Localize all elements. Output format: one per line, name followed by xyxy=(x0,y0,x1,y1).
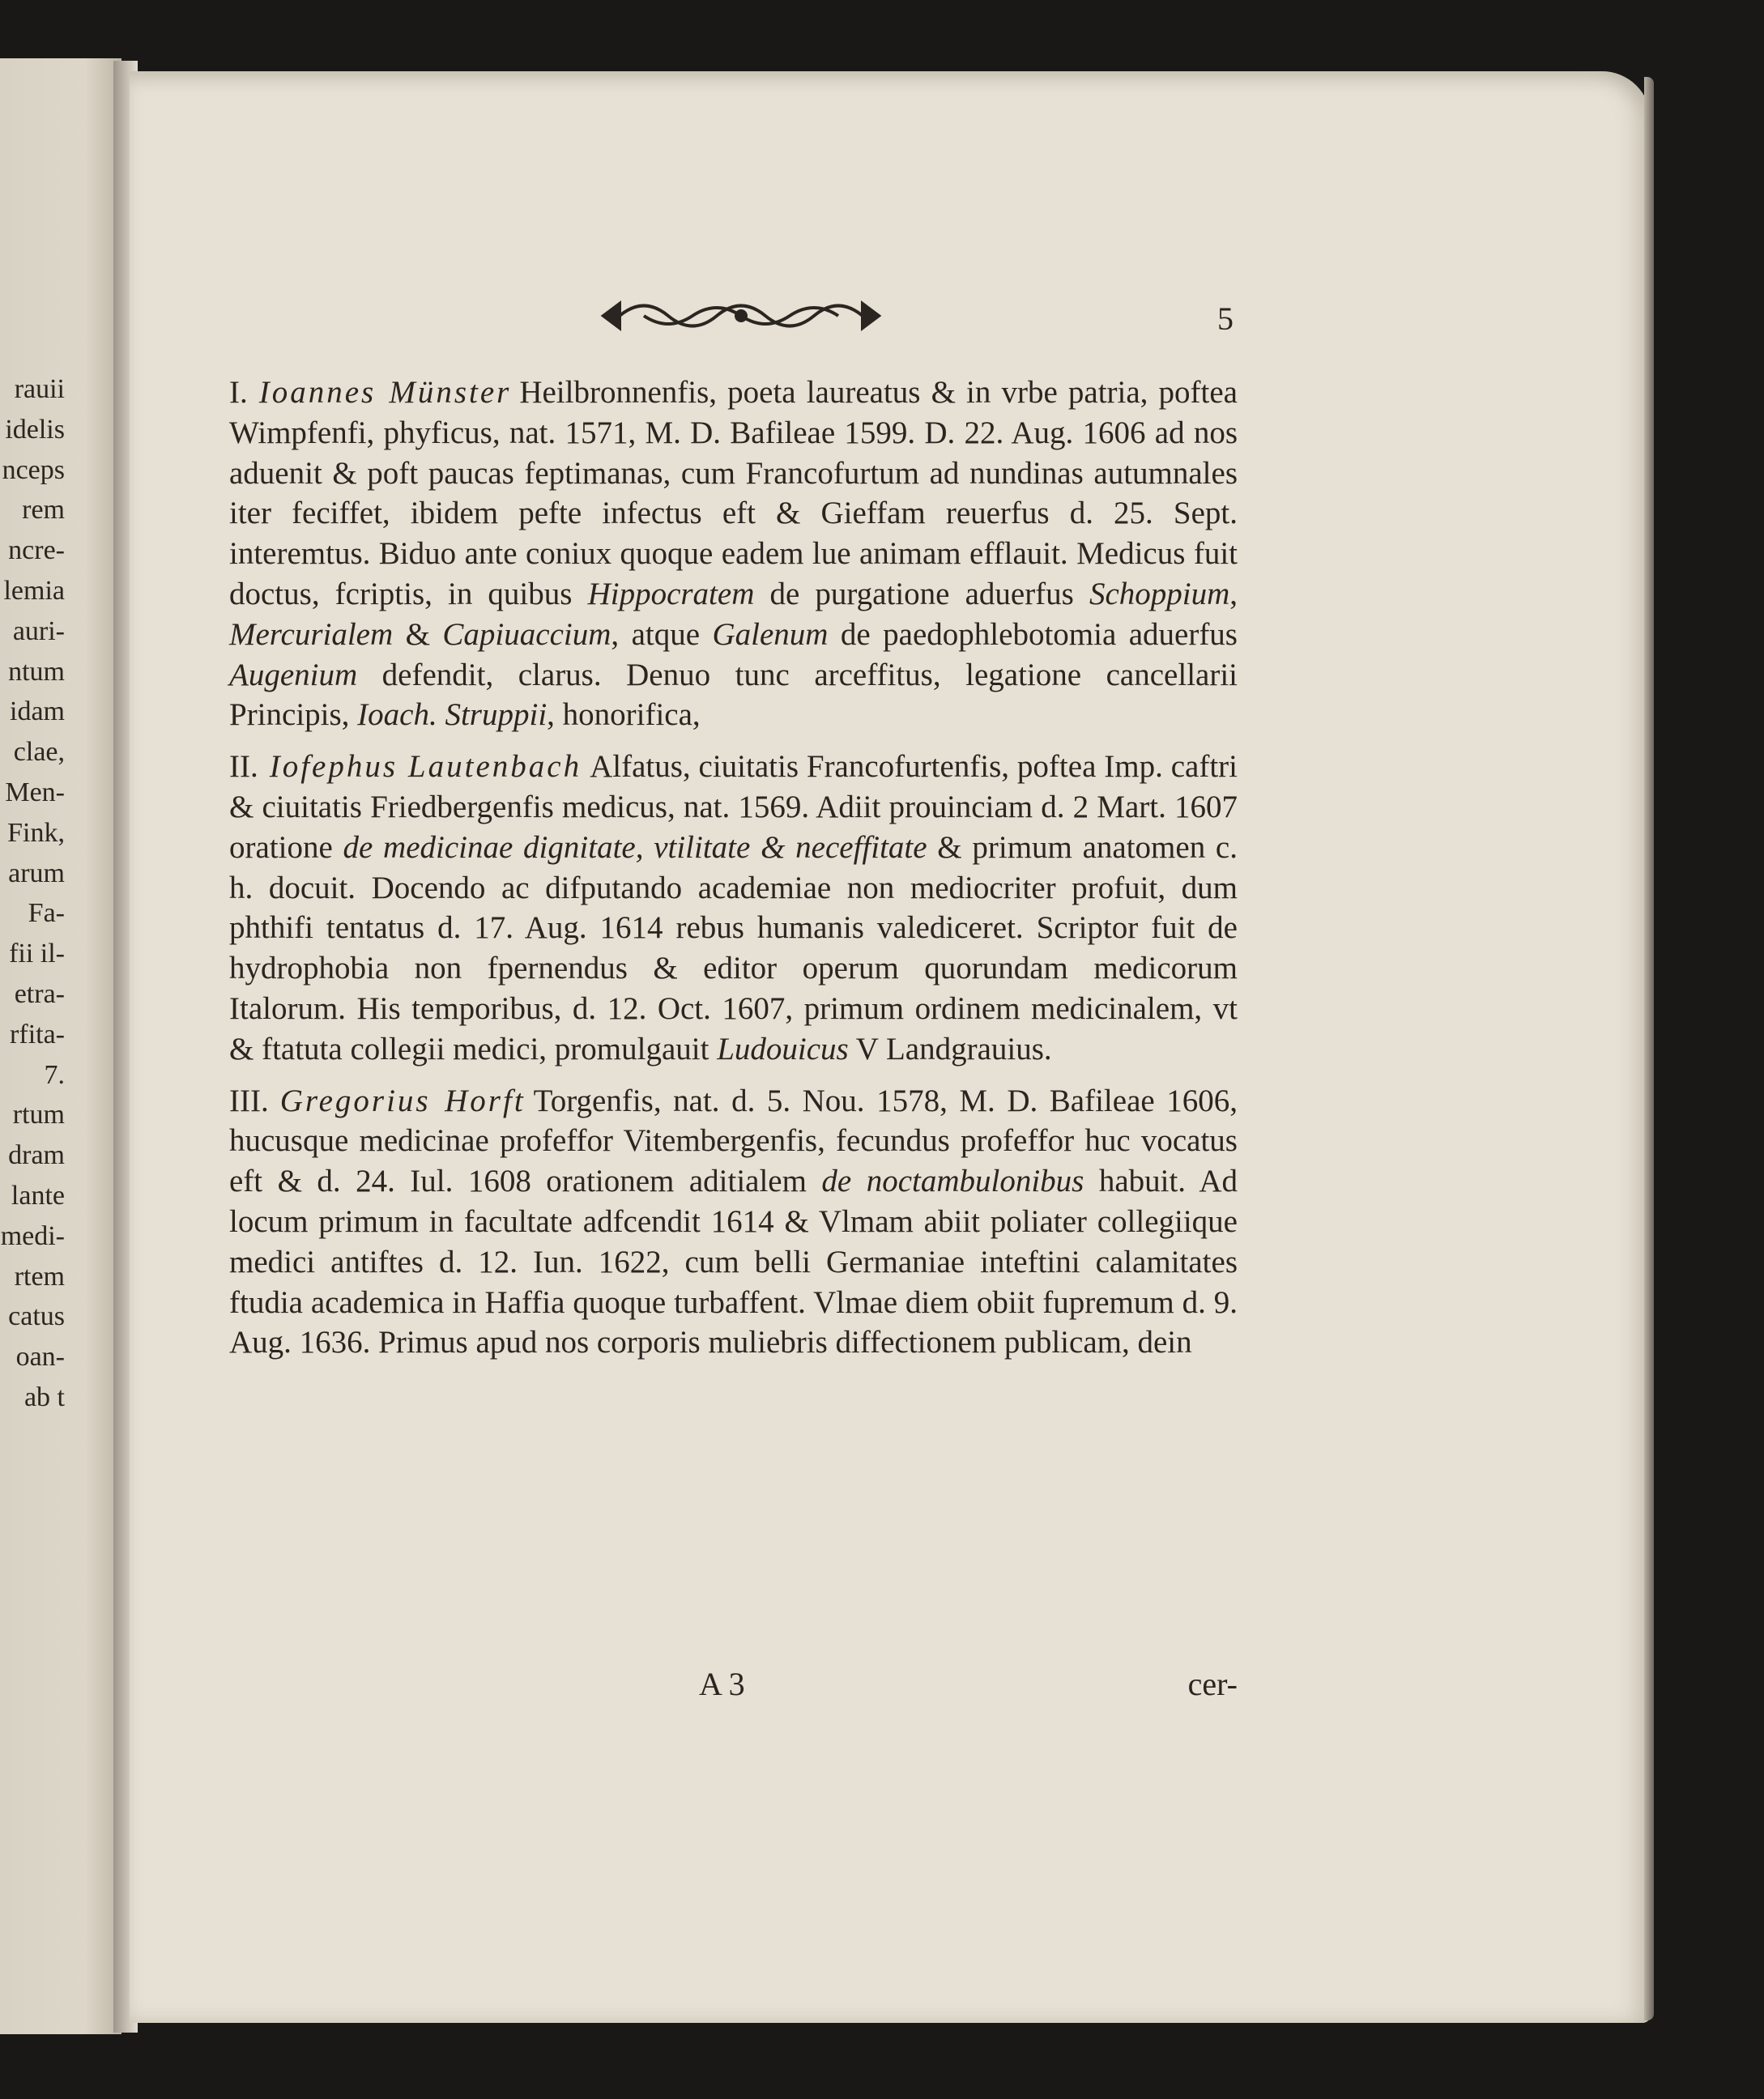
margin-fragment: dram xyxy=(8,1140,65,1171)
biography-entry xyxy=(229,747,1238,1069)
italic-text: de noctambulonibus xyxy=(821,1164,1084,1199)
entry-numeral: II. xyxy=(229,749,258,785)
margin-fragment: fii il- xyxy=(9,939,65,969)
margin-fragment: etra- xyxy=(14,979,65,1009)
body-text: habuit. Ad locum primum in facultate adfcendit 1614 & Vlmam abiit poliater collegiique medici antiftes d. 12. Iun. 1622, cum belli Germaniae inteftini calamitates ftudia academica in Haffia quoque turbaffent. Vlmae diem obiit fupremum d. 9. Aug. 1636. Primus apud nos corporis muliebris diffectionem publicam, dein xyxy=(229,1164,1238,1360)
margin-fragment: ncre- xyxy=(8,535,65,566)
italic-text: Augenium xyxy=(229,657,358,692)
margin-fragment: nceps xyxy=(2,454,65,485)
margin-fragment: clae, xyxy=(13,737,65,768)
margin-fragment: ab t xyxy=(23,1382,65,1412)
margin-fragment: rtem xyxy=(14,1261,65,1292)
person-name: Gregorius Horft xyxy=(279,1083,526,1118)
headpiece-ornament-icon xyxy=(595,287,887,344)
italic-text: Ioach. Struppii xyxy=(357,697,548,733)
margin-fragment: Fa- xyxy=(28,898,65,929)
margin-fragment: idelis xyxy=(5,414,65,445)
italic-text: Hippocratem xyxy=(587,576,755,611)
body-text: de purgatione aduerfus xyxy=(754,576,1089,611)
italic-text: de medicinae dignitate, vtilitate & neceffitate xyxy=(343,829,927,865)
margin-fragment: rtum xyxy=(12,1100,65,1130)
body-text: & xyxy=(393,616,443,652)
margin-fragment: rfita- xyxy=(10,1019,65,1050)
margin-fragment: idam xyxy=(10,696,65,727)
margin-fragment: catus xyxy=(8,1301,65,1332)
italic-text: Ludouicus xyxy=(717,1031,849,1067)
body-text: Alfatus, ciuitatis Francofurtenfis, poftea Imp. caftri & ciuitatis Friedbergenfis medicus, nat. 1569. Adiit prouinciam d. 2 Mart. 1607 oratione xyxy=(229,749,1238,865)
margin-fragment: auri- xyxy=(12,615,65,646)
body-text: defendit, clarus. Denuo tunc arceffitus, legatione cancellarii Principis, xyxy=(229,657,1238,733)
body-text: Torgenfis, nat. d. 5. Nou. 1578, M. D. Bafileae 1606, hucusque medicinae profeffor Vitembergenfis, fecundus profeffor huc vocatus eft & d. 24. Iul. 1608 orationem aditialem xyxy=(229,1083,1238,1199)
margin-fragment: rem xyxy=(22,495,65,526)
margin-fragment: lante xyxy=(11,1181,65,1211)
italic-text: Galenum xyxy=(712,616,829,652)
page-number: 5 xyxy=(1217,300,1234,337)
margin-fragment: medi- xyxy=(0,1220,65,1251)
body-text: , xyxy=(1229,576,1238,611)
body-text: Heilbronnenfis, poeta laureatus & in vrbe patria, poftea Wimpfenfi, phyficus, nat. 1571, M. D. Bafileae 1599. D. 22. Aug. 1606 ad nos aduenit & poft paucas feptimanas, cum Francofurtum ad nundinas autumnales iter feciffet, ibidem pefte infectus eft & Gieffam reuerfus d. 25. Sept. interemtus. Biduo ante coniux quoque eadem lue animam efflauit. Medicus fuit doctus, fcriptis, in quibus xyxy=(229,375,1238,611)
signature-mark: A 3 xyxy=(699,1666,745,1702)
page-edge xyxy=(1644,77,1654,2020)
main-text xyxy=(229,373,1238,1374)
margin-fragment: arum xyxy=(8,858,65,888)
catchword: cer- xyxy=(1187,1666,1238,1702)
body-text: , honorifica, xyxy=(547,697,701,733)
body-text: de paedophlebotomia aduerfus xyxy=(828,616,1238,652)
margin-fragment: rauii xyxy=(14,374,65,404)
biography-entry xyxy=(229,1081,1238,1364)
margin-fragment: oan- xyxy=(15,1342,65,1373)
margin-fragment: ntum xyxy=(8,656,65,687)
italic-text: Schoppium xyxy=(1089,576,1230,611)
person-name: Ioannes Münster xyxy=(258,375,512,410)
body-text: & primum anatomen c. h. docuit. Docendo ac difputando academiae non mediocriter profuit, dum phthifi tentatus d. 17. Aug. 1614 rebus humanis valediceret. Scriptor fuit de hydrophobia non fpernendus & editor operum quorundam medicorum Italorum. His temporibus, d. 12. Oct. 1607, primum ordinem medicinalem, vt & ftatuta collegii medici, promulgauit xyxy=(229,829,1238,1067)
page-footer xyxy=(229,1665,1238,1705)
margin-fragment: Fink, xyxy=(7,817,65,848)
margin-fragment: lemia xyxy=(3,576,65,606)
entry-numeral: I. xyxy=(229,375,248,410)
person-name: Iofephus Lautenbach xyxy=(269,749,582,785)
biography-entry xyxy=(229,373,1238,735)
entry-numeral: III. xyxy=(229,1083,269,1118)
facing-page xyxy=(0,58,121,2034)
italic-text: Mercurialem xyxy=(229,616,394,652)
body-text: V Landgrauius. xyxy=(848,1031,1052,1067)
margin-fragment: Men- xyxy=(5,777,65,807)
italic-text: Capiuaccium xyxy=(442,616,611,652)
body-text: , atque xyxy=(611,616,713,652)
margin-fragment: 7. xyxy=(44,1059,65,1090)
